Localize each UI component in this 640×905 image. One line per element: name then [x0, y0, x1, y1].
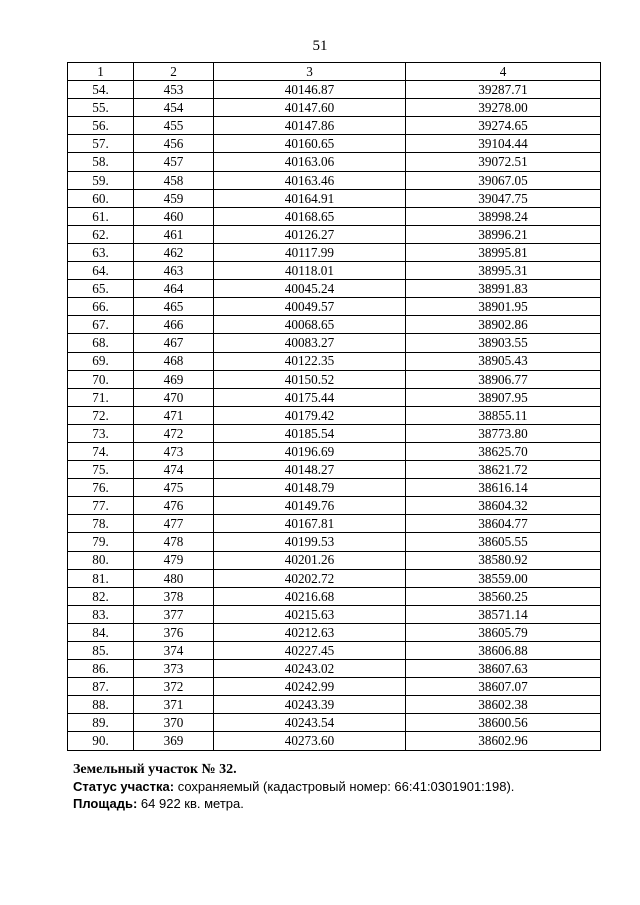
y-coordinate-cell: 39067.05	[406, 171, 601, 189]
point-number-cell: 79.	[68, 533, 134, 551]
y-coordinate-cell: 38580.92	[406, 551, 601, 569]
plot-info	[73, 760, 593, 812]
x-coordinate-cell: 40199.53	[214, 533, 406, 551]
table-row	[68, 189, 601, 207]
point-number-cell: 81.	[68, 569, 134, 587]
y-coordinate-cell: 38906.77	[406, 370, 601, 388]
vertex-id-cell: 469	[134, 370, 214, 388]
vertex-id-cell: 458	[134, 171, 214, 189]
x-coordinate-cell: 40147.60	[214, 99, 406, 117]
table-row	[68, 316, 601, 334]
point-number-cell: 80.	[68, 551, 134, 569]
y-coordinate-cell: 38902.86	[406, 316, 601, 334]
x-coordinate-cell: 40163.46	[214, 171, 406, 189]
y-coordinate-cell: 38901.95	[406, 298, 601, 316]
y-coordinate-cell: 38995.81	[406, 243, 601, 261]
page-number: 51	[312, 38, 328, 54]
x-coordinate-cell: 40045.24	[214, 280, 406, 298]
point-number-cell: 65.	[68, 280, 134, 298]
plot-title: Земельный участок № 32.	[73, 762, 237, 777]
y-coordinate-cell: 38606.88	[406, 642, 601, 660]
y-coordinate-cell: 39104.44	[406, 135, 601, 153]
table-row	[68, 153, 601, 171]
x-coordinate-cell: 40179.42	[214, 406, 406, 424]
table-row	[68, 81, 601, 99]
point-number-cell: 57.	[68, 135, 134, 153]
area-line	[73, 795, 593, 812]
x-coordinate-cell: 40083.27	[214, 334, 406, 352]
x-coordinate-cell: 40243.54	[214, 714, 406, 732]
y-coordinate-cell: 38855.11	[406, 406, 601, 424]
table-row	[68, 461, 601, 479]
status-value: сохраняемый (кадастровый номер: 66:41:0301901:198).	[174, 779, 515, 794]
vertex-id-cell: 475	[134, 479, 214, 497]
y-coordinate-cell: 38602.96	[406, 732, 601, 750]
point-number-cell: 75.	[68, 461, 134, 479]
vertex-id-cell: 479	[134, 551, 214, 569]
vertex-id-cell: 462	[134, 243, 214, 261]
table-row	[68, 298, 601, 316]
y-coordinate-cell: 38995.31	[406, 262, 601, 280]
point-number-cell: 90.	[68, 732, 134, 750]
table-row	[68, 497, 601, 515]
x-coordinate-cell: 40122.35	[214, 352, 406, 370]
status-label: Статус участка:	[73, 779, 175, 794]
y-coordinate-cell: 38604.77	[406, 515, 601, 533]
vertex-id-cell: 377	[134, 605, 214, 623]
table-body	[68, 81, 601, 750]
point-number-cell: 54.	[68, 81, 134, 99]
y-coordinate-cell: 38905.43	[406, 352, 601, 370]
point-number-cell: 60.	[68, 189, 134, 207]
table-row	[68, 696, 601, 714]
point-number-cell: 86.	[68, 660, 134, 678]
vertex-id-cell: 369	[134, 732, 214, 750]
point-number-cell: 56.	[68, 117, 134, 135]
point-number-cell: 66.	[68, 298, 134, 316]
point-number-cell: 71.	[68, 388, 134, 406]
x-coordinate-cell: 40146.87	[214, 81, 406, 99]
x-coordinate-cell: 40243.39	[214, 696, 406, 714]
point-number-cell: 59.	[68, 171, 134, 189]
table-row	[68, 117, 601, 135]
plot-title-line	[73, 760, 593, 778]
y-coordinate-cell: 39287.71	[406, 81, 601, 99]
x-coordinate-cell: 40215.63	[214, 605, 406, 623]
vertex-id-cell: 478	[134, 533, 214, 551]
vertex-id-cell: 470	[134, 388, 214, 406]
table-row	[68, 623, 601, 641]
x-coordinate-cell: 40202.72	[214, 569, 406, 587]
area-value: 64 922 кв. метра.	[137, 796, 244, 811]
point-number-cell: 58.	[68, 153, 134, 171]
y-coordinate-cell: 38607.63	[406, 660, 601, 678]
vertex-id-cell: 480	[134, 569, 214, 587]
table-row	[68, 442, 601, 460]
point-number-cell: 67.	[68, 316, 134, 334]
x-coordinate-cell: 40175.44	[214, 388, 406, 406]
table-row	[68, 99, 601, 117]
y-coordinate-cell: 38602.38	[406, 696, 601, 714]
column-header: 1	[68, 63, 134, 81]
x-coordinate-cell: 40118.01	[214, 262, 406, 280]
y-coordinate-cell: 38571.14	[406, 605, 601, 623]
table-row	[68, 642, 601, 660]
x-coordinate-cell: 40150.52	[214, 370, 406, 388]
point-number-cell: 76.	[68, 479, 134, 497]
x-coordinate-cell: 40148.27	[214, 461, 406, 479]
table-row	[68, 551, 601, 569]
table-row	[68, 388, 601, 406]
y-coordinate-cell: 38998.24	[406, 207, 601, 225]
table-row	[68, 171, 601, 189]
point-number-cell: 82.	[68, 587, 134, 605]
vertex-id-cell: 376	[134, 623, 214, 641]
y-coordinate-cell: 38907.95	[406, 388, 601, 406]
y-coordinate-cell: 38996.21	[406, 225, 601, 243]
point-number-cell: 88.	[68, 696, 134, 714]
vertex-id-cell: 466	[134, 316, 214, 334]
y-coordinate-cell: 38903.55	[406, 334, 601, 352]
point-number-cell: 87.	[68, 678, 134, 696]
vertex-id-cell: 468	[134, 352, 214, 370]
x-coordinate-cell: 40201.26	[214, 551, 406, 569]
table-row	[68, 479, 601, 497]
y-coordinate-cell: 38607.07	[406, 678, 601, 696]
x-coordinate-cell: 40163.06	[214, 153, 406, 171]
y-coordinate-cell: 38616.14	[406, 479, 601, 497]
y-coordinate-cell: 39072.51	[406, 153, 601, 171]
table-row	[68, 280, 601, 298]
x-coordinate-cell: 40227.45	[214, 642, 406, 660]
area-label: Площадь:	[73, 796, 138, 811]
table-row	[68, 660, 601, 678]
y-coordinate-cell: 39278.00	[406, 99, 601, 117]
vertex-id-cell: 371	[134, 696, 214, 714]
y-coordinate-cell: 38600.56	[406, 714, 601, 732]
x-coordinate-cell: 40148.79	[214, 479, 406, 497]
column-header: 3	[214, 63, 406, 81]
table-row	[68, 678, 601, 696]
vertex-id-cell: 471	[134, 406, 214, 424]
vertex-id-cell: 464	[134, 280, 214, 298]
x-coordinate-cell: 40168.65	[214, 207, 406, 225]
x-coordinate-cell: 40243.02	[214, 660, 406, 678]
y-coordinate-cell: 38773.80	[406, 424, 601, 442]
x-coordinate-cell: 40273.60	[214, 732, 406, 750]
vertex-id-cell: 459	[134, 189, 214, 207]
y-coordinate-cell: 39047.75	[406, 189, 601, 207]
point-number-cell: 84.	[68, 623, 134, 641]
point-number-cell: 69.	[68, 352, 134, 370]
table-row	[68, 334, 601, 352]
y-coordinate-cell: 38625.70	[406, 442, 601, 460]
x-coordinate-cell: 40160.65	[214, 135, 406, 153]
x-coordinate-cell: 40068.65	[214, 316, 406, 334]
point-number-cell: 78.	[68, 515, 134, 533]
table-row	[68, 732, 601, 750]
vertex-id-cell: 373	[134, 660, 214, 678]
table-row	[68, 135, 601, 153]
point-number-cell: 73.	[68, 424, 134, 442]
vertex-id-cell: 456	[134, 135, 214, 153]
point-number-cell: 70.	[68, 370, 134, 388]
table-row	[68, 262, 601, 280]
vertex-id-cell: 378	[134, 587, 214, 605]
x-coordinate-cell: 40216.68	[214, 587, 406, 605]
vertex-id-cell: 463	[134, 262, 214, 280]
table-row	[68, 207, 601, 225]
table-row	[68, 225, 601, 243]
point-number-cell: 89.	[68, 714, 134, 732]
x-coordinate-cell: 40185.54	[214, 424, 406, 442]
point-number-cell: 61.	[68, 207, 134, 225]
y-coordinate-cell: 38559.00	[406, 569, 601, 587]
x-coordinate-cell: 40117.99	[214, 243, 406, 261]
vertex-id-cell: 477	[134, 515, 214, 533]
table-row	[68, 352, 601, 370]
table-header-row	[68, 63, 601, 81]
x-coordinate-cell: 40164.91	[214, 189, 406, 207]
table-row	[68, 424, 601, 442]
vertex-id-cell: 370	[134, 714, 214, 732]
x-coordinate-cell: 40149.76	[214, 497, 406, 515]
point-number-cell: 63.	[68, 243, 134, 261]
column-header: 2	[134, 63, 214, 81]
status-line	[73, 778, 593, 795]
vertex-id-cell: 461	[134, 225, 214, 243]
point-number-cell: 55.	[68, 99, 134, 117]
vertex-id-cell: 467	[134, 334, 214, 352]
x-coordinate-cell: 40049.57	[214, 298, 406, 316]
point-number-cell: 68.	[68, 334, 134, 352]
table-row	[68, 243, 601, 261]
table-row	[68, 714, 601, 732]
table-row	[68, 605, 601, 623]
x-coordinate-cell: 40126.27	[214, 225, 406, 243]
vertex-id-cell: 476	[134, 497, 214, 515]
y-coordinate-cell: 38560.25	[406, 587, 601, 605]
table-row	[68, 569, 601, 587]
table-row	[68, 370, 601, 388]
vertex-id-cell: 460	[134, 207, 214, 225]
vertex-id-cell: 473	[134, 442, 214, 460]
table-row	[68, 587, 601, 605]
point-number-cell: 64.	[68, 262, 134, 280]
x-coordinate-cell: 40196.69	[214, 442, 406, 460]
column-header: 4	[406, 63, 601, 81]
x-coordinate-cell: 40147.86	[214, 117, 406, 135]
point-number-cell: 77.	[68, 497, 134, 515]
y-coordinate-cell: 38605.55	[406, 533, 601, 551]
y-coordinate-cell: 38604.32	[406, 497, 601, 515]
vertex-id-cell: 374	[134, 642, 214, 660]
vertex-id-cell: 453	[134, 81, 214, 99]
y-coordinate-cell: 38605.79	[406, 623, 601, 641]
vertex-id-cell: 454	[134, 99, 214, 117]
vertex-id-cell: 472	[134, 424, 214, 442]
point-number-cell: 62.	[68, 225, 134, 243]
coordinates-table	[67, 62, 601, 751]
point-number-cell: 74.	[68, 442, 134, 460]
x-coordinate-cell: 40212.63	[214, 623, 406, 641]
table-row	[68, 406, 601, 424]
point-number-cell: 85.	[68, 642, 134, 660]
x-coordinate-cell: 40242.99	[214, 678, 406, 696]
table-row	[68, 533, 601, 551]
vertex-id-cell: 474	[134, 461, 214, 479]
y-coordinate-cell: 39274.65	[406, 117, 601, 135]
vertex-id-cell: 372	[134, 678, 214, 696]
y-coordinate-cell: 38621.72	[406, 461, 601, 479]
vertex-id-cell: 465	[134, 298, 214, 316]
point-number-cell: 83.	[68, 605, 134, 623]
vertex-id-cell: 455	[134, 117, 214, 135]
y-coordinate-cell: 38991.83	[406, 280, 601, 298]
vertex-id-cell: 457	[134, 153, 214, 171]
table-row	[68, 515, 601, 533]
point-number-cell: 72.	[68, 406, 134, 424]
x-coordinate-cell: 40167.81	[214, 515, 406, 533]
